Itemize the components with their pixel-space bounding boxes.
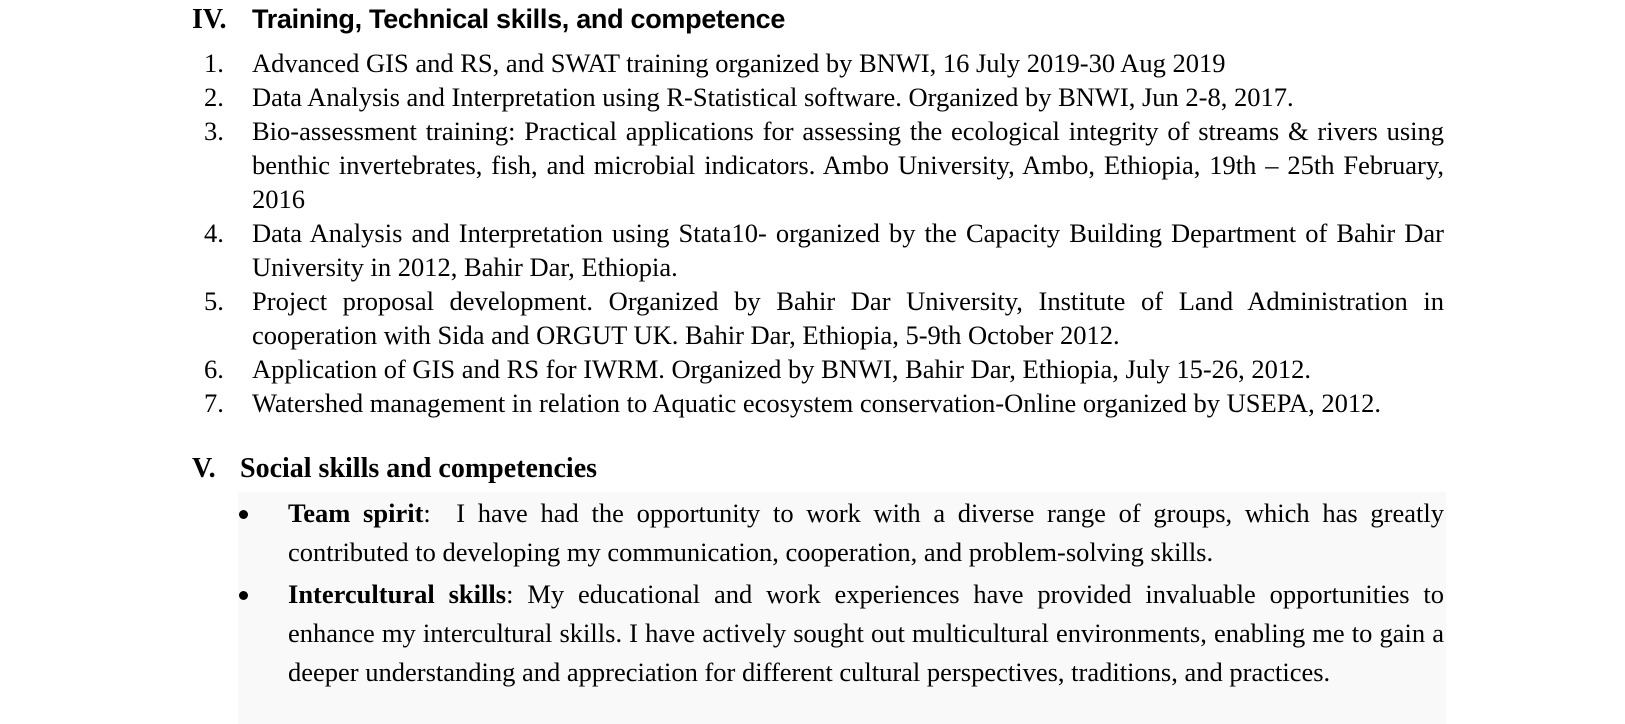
social-skill-text xyxy=(288,494,1444,572)
training-item-text: Application of GIS and RS for IWRM. Organized by BNWI, Bahir Dar, Ethiopia, July 15-26, 2012. xyxy=(252,354,1312,384)
section-title: Social skills and competencies xyxy=(240,453,598,484)
training-item-text: Watershed management in relation to Aquatic ecosystem conservation-Online organized by USEPA, 2012. xyxy=(252,388,1382,418)
social-skills-list xyxy=(0,494,1625,695)
section-number: IV. xyxy=(192,4,227,35)
bullet-icon xyxy=(239,510,248,519)
list-number: 3. xyxy=(204,116,224,146)
training-item xyxy=(0,284,1625,352)
list-number: 1. xyxy=(204,48,224,78)
section-number: V. xyxy=(192,453,216,484)
skill-description: My educational and work experiences have provided invaluable opportunities to enhance my intercultural skills. I have actively sought out multicultural environments, enabling me to gain a deeper understanding and appreciation for different cultural perspectives, traditions, and practices. xyxy=(288,579,1445,687)
skill-description: I have had the opportunity to work with a diverse range of groups, which has greatly contributed to developing my communication, cooperation, and problem-solving skills. xyxy=(288,498,1444,567)
section-heading-training xyxy=(192,2,785,37)
skill-name: Team spirit xyxy=(288,498,424,528)
skill-name: Intercultural skills xyxy=(288,579,507,609)
section-heading-social-skills xyxy=(192,452,597,486)
list-number: 7. xyxy=(204,388,224,418)
social-skill-item xyxy=(0,494,1625,572)
list-number: 5. xyxy=(204,286,224,316)
section-title: Training, Technical skills, and competence xyxy=(252,4,786,34)
training-item xyxy=(0,114,1625,216)
training-item-text: Project proposal development. Organized by Bahir Dar University, Institute of Land Administration in cooperation with Sida and ORGUT UK. Bahir Dar, Ethiopia, 5-9th October 2012. xyxy=(252,286,1444,350)
list-number: 4. xyxy=(204,218,224,248)
bullet-icon xyxy=(239,591,248,600)
training-item-text: Data Analysis and Interpretation using Stata10- organized by the Capacity Building Department of Bahir Dar University in 2012, Bahir Dar, Ethiopia. xyxy=(252,218,1444,282)
training-item-text: Bio-assessment training: Practical applications for assessing the ecological integrity of streams & rivers using benthic invertebrates, fish, and microbial indicators. Ambo University, Ambo, Ethiopia, 19th – 25th February, 2016 xyxy=(252,116,1444,214)
training-item-text: Advanced GIS and RS, and SWAT training organized by BNWI, 16 July 2019-30 Aug 2019 xyxy=(252,48,1226,78)
training-item xyxy=(0,352,1625,386)
skill-separator: : xyxy=(423,498,457,528)
training-item xyxy=(0,80,1625,114)
list-number: 2. xyxy=(204,82,224,112)
training-item xyxy=(0,386,1625,420)
social-skill-text xyxy=(288,575,1444,692)
training-item-text: Data Analysis and Interpretation using R-Statistical software. Organized by BNWI, Jun 2-8, 2017. xyxy=(252,82,1294,112)
training-list xyxy=(0,46,1625,420)
list-number: 6. xyxy=(204,354,224,384)
social-skill-item xyxy=(0,575,1625,692)
training-item xyxy=(0,216,1625,284)
training-item xyxy=(0,46,1625,80)
skill-separator: : xyxy=(506,579,528,609)
